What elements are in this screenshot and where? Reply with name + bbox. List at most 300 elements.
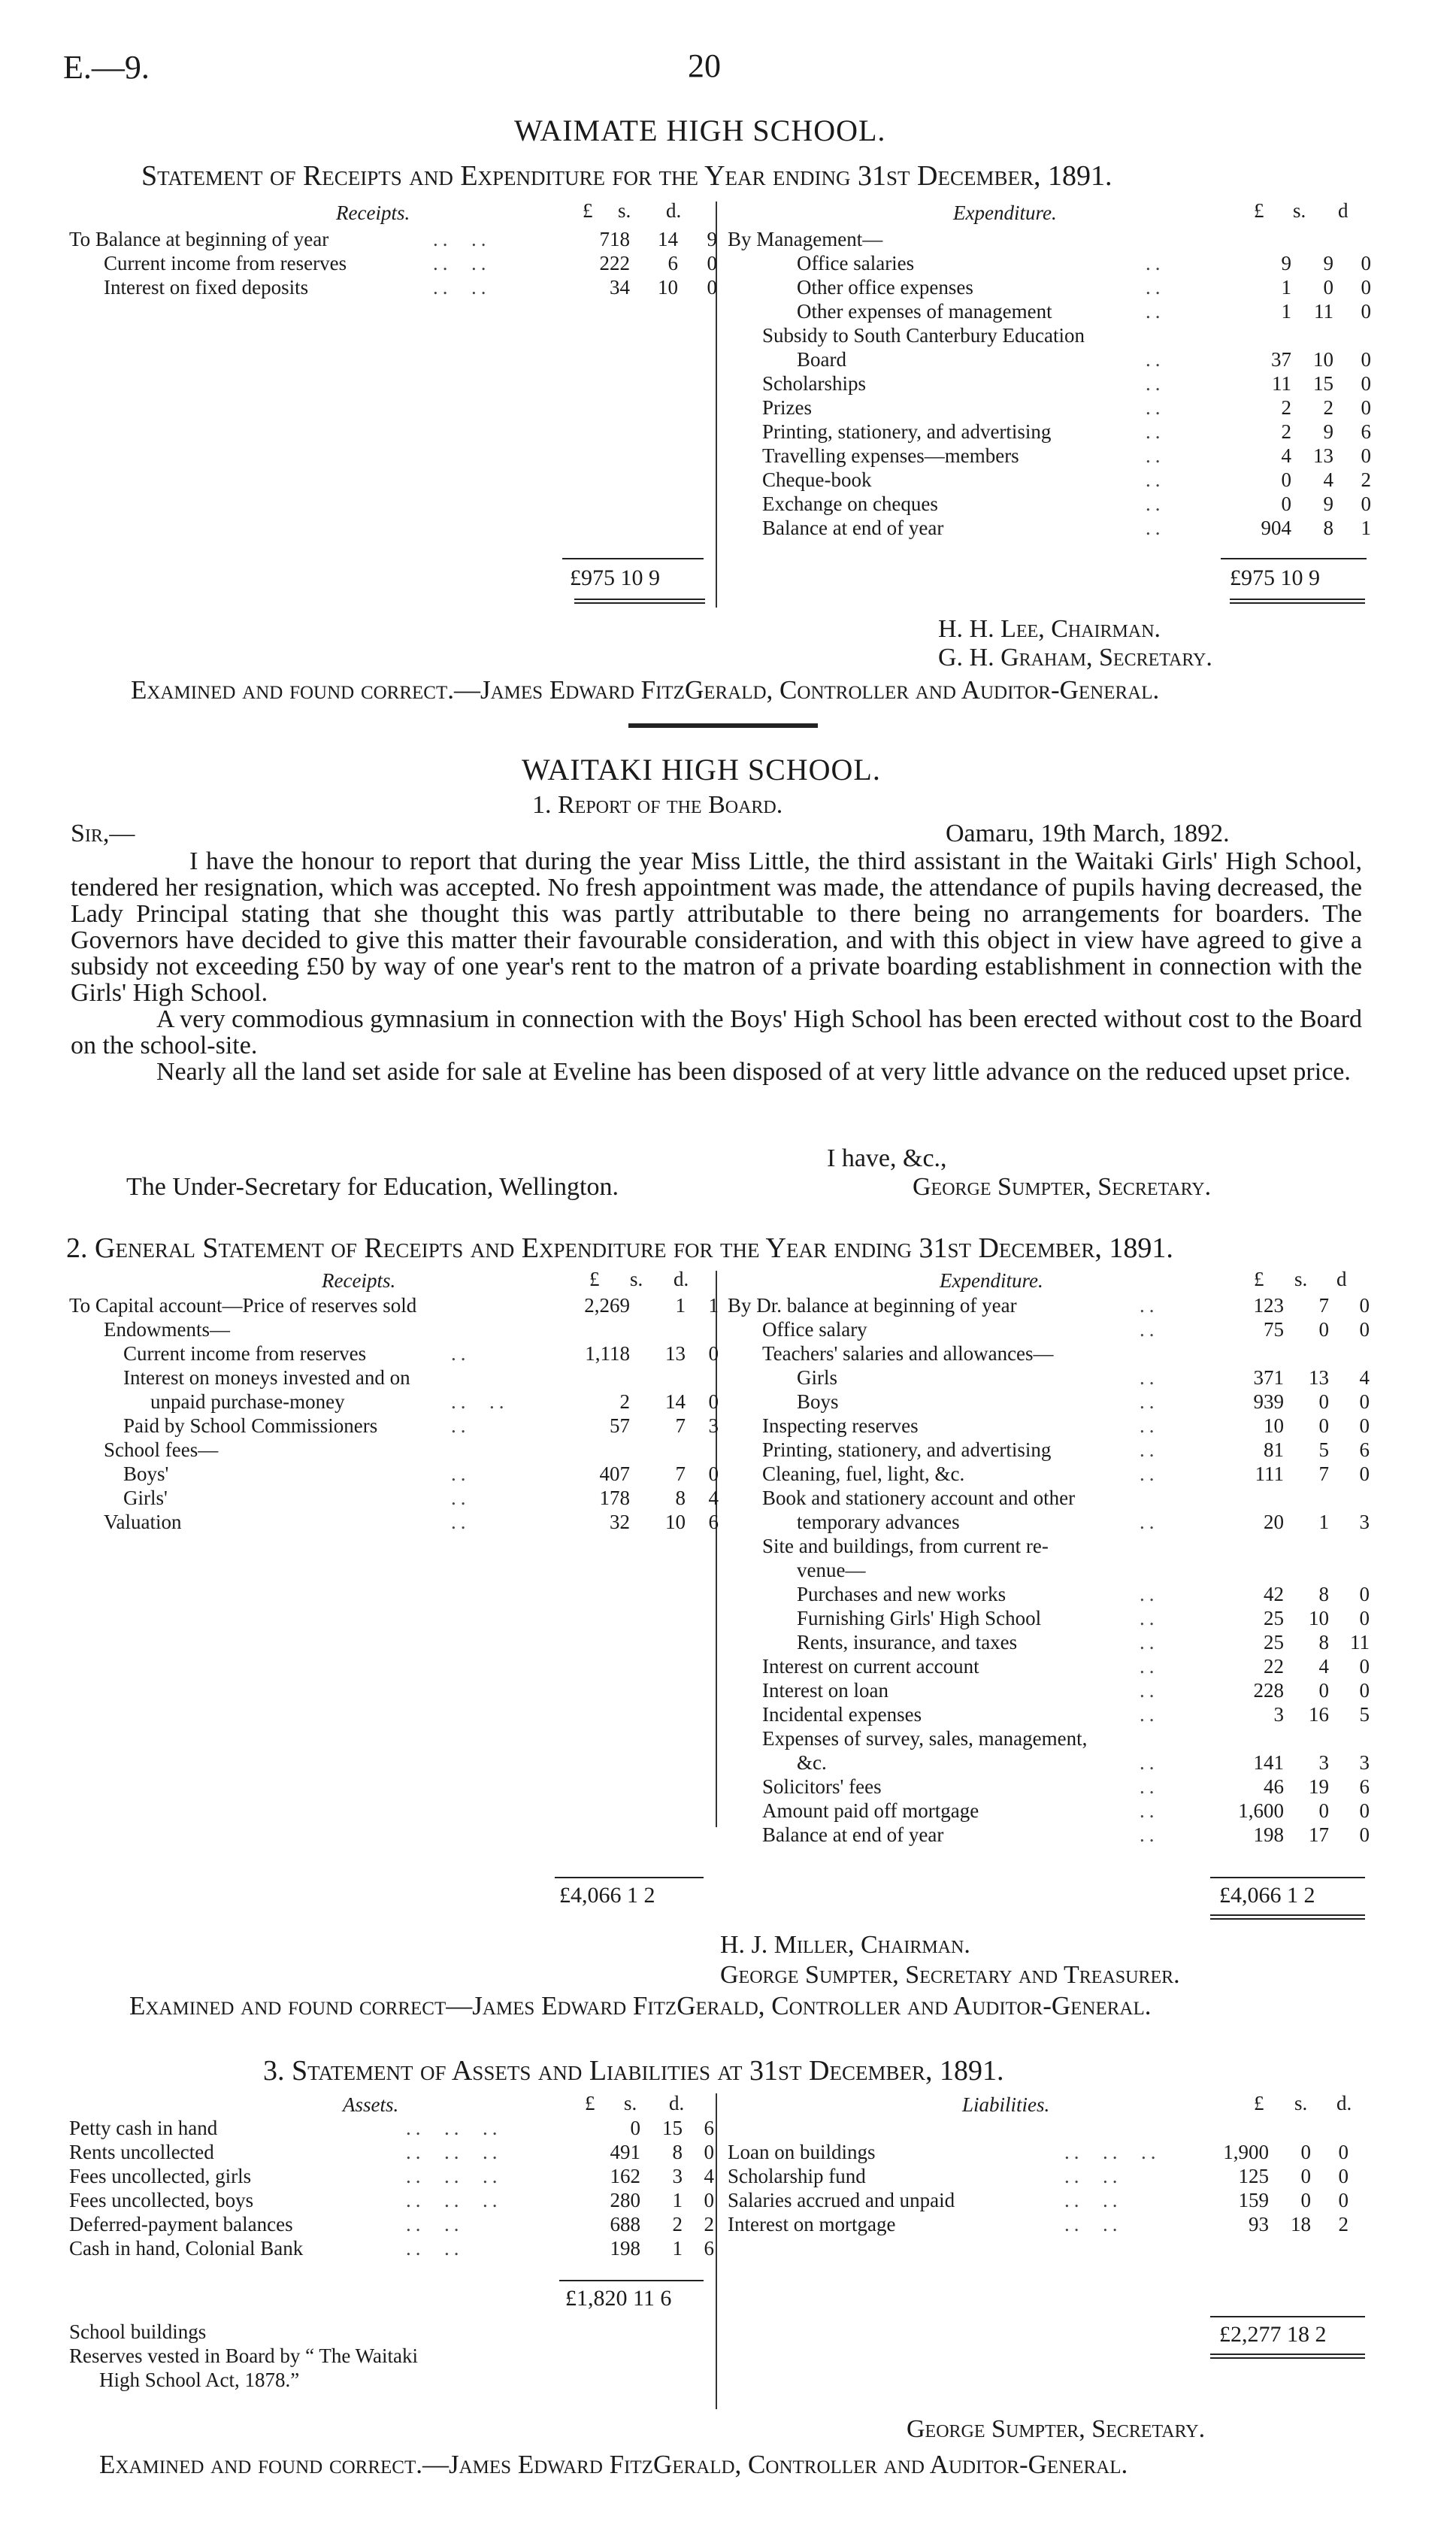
- pounds: 491: [610, 2141, 640, 2163]
- reserves-line-2: High School Act, 1878.”: [99, 2369, 300, 2391]
- table-row: [69, 2140, 714, 2164]
- pounds: 904: [1261, 517, 1291, 539]
- paragraph: A very commodious gymnasium in connection with the Boys' High School has been erected without cost to the Board on the school-site.: [71, 1005, 1362, 1059]
- row-label: temporary advances: [797, 1511, 960, 1533]
- waitaki-examined: Examined and found correct—James Edward FitzGerald, Controller and Auditor-General.: [129, 1991, 1152, 2020]
- gen-receipts-total: £4,066 1 2: [559, 1883, 655, 1908]
- table-row: [728, 2140, 1349, 2164]
- pence: 0: [704, 2189, 714, 2211]
- pence: 0: [707, 252, 717, 274]
- table-row: [69, 1414, 719, 1438]
- leader-dots: ..: [1140, 1679, 1159, 1702]
- pounds: 1,118: [585, 1342, 630, 1365]
- leader-dots: ..: [1140, 1294, 1159, 1317]
- pounds: 371: [1253, 1366, 1284, 1389]
- leader-dots: .. ..: [406, 2237, 464, 2260]
- shillings: 6: [667, 252, 678, 274]
- row-label: Travelling expenses—members: [762, 444, 1019, 467]
- leader-dots: ..: [1146, 372, 1165, 395]
- total-double-rule: [574, 602, 705, 604]
- row-label: By Management—: [728, 228, 883, 250]
- gen-receipts-shilling-heading: s.: [630, 1268, 643, 1290]
- table-row: [728, 396, 1371, 420]
- row-label: Balance at end of year: [762, 1823, 944, 1846]
- assets-pound-heading: £: [585, 2092, 595, 2114]
- row-label: Other office expenses: [797, 276, 973, 299]
- row-label: Petty cash in hand: [69, 2117, 218, 2139]
- shillings: 18: [1291, 2213, 1311, 2235]
- table-row: [69, 227, 717, 251]
- pounds: 125: [1238, 2165, 1269, 2187]
- shillings: 4: [1318, 1655, 1329, 1678]
- row-label: Boys': [123, 1462, 169, 1485]
- row-label: Board: [797, 348, 846, 371]
- pence: 2: [1361, 468, 1371, 491]
- row-label: Loan on buildings: [728, 2141, 876, 2163]
- pounds: 1,900: [1223, 2141, 1269, 2163]
- assets-signature: George Sumpter, Secretary.: [907, 2415, 1206, 2443]
- pence: 0: [1361, 300, 1371, 323]
- report-signature: George Sumpter, Secretary.: [913, 1173, 1212, 1201]
- row-label: By Dr. balance at beginning of year: [728, 1294, 1017, 1317]
- total-double-rule: [1230, 602, 1365, 604]
- shillings: 1: [672, 2189, 683, 2211]
- row-label: Incidental expenses: [762, 1703, 922, 1726]
- pence: 3: [1359, 1751, 1370, 1774]
- shillings: 16: [1309, 1703, 1329, 1726]
- total-double-rule: [1210, 1918, 1365, 1920]
- pence: 6: [704, 2117, 714, 2139]
- assets-total: £1,820 11 6: [565, 2286, 672, 2311]
- pence: 0: [1359, 1607, 1370, 1629]
- pounds: 2,269: [584, 1294, 630, 1317]
- row-label: Printing, stationery, and advertising: [762, 420, 1052, 443]
- shillings: 13: [1313, 444, 1333, 467]
- row-label: Girls: [797, 1366, 837, 1389]
- pounds: 222: [599, 252, 630, 274]
- paragraph: I have the honour to report that during the year Miss Little, the third assistant in the Waitaki Girls' High School, tendered her resignation, which was accepted. No fresh appointment was made, the attendance of pupils having decreased, the Lady Principal stating that she thought this was partly attributable to there being no arrangements for boarders. The Governors have decided to give this matter their favourable consideration, and with this object in view have agreed to give a subsidy not exceeding £50 by way of one year's rent to the matron of a private boarding establishment in connection with the Girls' High School.: [71, 847, 1362, 1007]
- shillings: 8: [675, 1487, 686, 1509]
- leader-dots: ..: [1140, 1583, 1159, 1605]
- leader-dots: ..: [451, 1462, 471, 1485]
- waimate-receipts-pound-heading: £: [583, 199, 593, 222]
- table-row: [728, 323, 1371, 347]
- shillings: 11: [1314, 300, 1333, 323]
- shillings: 13: [1309, 1366, 1329, 1389]
- row-label: venue—: [797, 1559, 866, 1581]
- pence: 0: [1361, 252, 1371, 274]
- paragraph: Nearly all the land set aside for sale at Eveline has been disposed of at very little advance on the reduced upset price.: [156, 1058, 1351, 1086]
- waimate-expenditure-total: £975 10 9: [1230, 565, 1320, 590]
- report-title: 1. Report of the Board.: [532, 791, 783, 819]
- table-row: [728, 371, 1371, 396]
- pounds: 0: [630, 2117, 640, 2139]
- shillings: 3: [672, 2165, 683, 2187]
- salutation: Sir,—: [71, 820, 135, 847]
- waimate-expenditure-shilling-heading: s.: [1293, 199, 1306, 222]
- leader-dots: ..: [1140, 1462, 1159, 1485]
- row-label: Balance at end of year: [762, 517, 944, 539]
- total-double-rule: [1210, 2354, 1365, 2355]
- leader-dots: ..: [1140, 1414, 1159, 1437]
- total-double-rule: [1210, 2357, 1365, 2359]
- shillings: 0: [1300, 2165, 1311, 2187]
- row-label: Expenses of survey, sales, management,: [762, 1727, 1088, 1750]
- pounds: 198: [1253, 1823, 1284, 1846]
- liabilities-total: £2,277 18 2: [1219, 2322, 1327, 2347]
- row-label: To Capital account—Price of reserves sold: [69, 1294, 417, 1317]
- waitaki-examined-2: Examined and found correct.—James Edward FitzGerald, Controller and Auditor-General.: [99, 2450, 1128, 2479]
- shillings: 13: [665, 1342, 686, 1365]
- table-row: [728, 1317, 1370, 1341]
- pence: 0: [1361, 372, 1371, 395]
- shillings: 0: [1300, 2189, 1311, 2211]
- pounds: 75: [1264, 1318, 1284, 1341]
- table-row: [728, 1510, 1370, 1534]
- leader-dots: ..: [1146, 517, 1165, 539]
- section-divider: [628, 723, 818, 728]
- gen-expenditure-shilling-heading: s.: [1294, 1268, 1308, 1290]
- reserves-line-1: Reserves vested in Board by “ The Waitaki: [69, 2344, 418, 2367]
- pounds: 11: [1272, 372, 1291, 395]
- pounds: 1,600: [1238, 1799, 1284, 1822]
- table-row: [728, 251, 1371, 275]
- shillings: 0: [1318, 1414, 1329, 1437]
- waimate-receipts-table: [69, 227, 717, 299]
- table-row: [728, 492, 1371, 516]
- pence: 6: [704, 2237, 714, 2260]
- row-label: Fees uncollected, boys: [69, 2189, 254, 2211]
- pence: 0: [1338, 2165, 1349, 2187]
- waimate-expenditure-pence-heading: d: [1338, 199, 1349, 222]
- total-rule: [1210, 1877, 1365, 1878]
- pence: 9: [707, 228, 717, 250]
- table-row: [728, 1365, 1370, 1390]
- shillings: 15: [662, 2117, 683, 2139]
- row-label: Girls': [123, 1487, 168, 1509]
- table-row: [728, 444, 1371, 468]
- pounds: 2: [619, 1390, 630, 1413]
- leader-dots: ..: [1140, 1775, 1159, 1798]
- table-row: [728, 1341, 1370, 1365]
- row-label: Inspecting reserves: [762, 1414, 919, 1437]
- waimate-expenditure-table: [728, 227, 1371, 540]
- shillings: 1: [675, 1294, 686, 1317]
- total-rule: [559, 2280, 704, 2281]
- leader-dots: .. ..: [433, 252, 491, 274]
- table-row: [69, 1390, 719, 1414]
- leader-dots: ..: [1140, 1390, 1159, 1413]
- pence: 0: [1338, 2189, 1349, 2211]
- table-row: [728, 1582, 1370, 1606]
- pounds: 407: [599, 1462, 630, 1485]
- shillings: 7: [675, 1414, 686, 1437]
- row-label: Interest on fixed deposits: [104, 276, 309, 299]
- liabilities-pound-heading: £: [1254, 2092, 1264, 2114]
- table-row: [728, 1486, 1370, 1510]
- pence: 0: [1361, 396, 1371, 419]
- assets-statement-title: 3. Statement of Assets and Liabilities at 31st December, 1891.: [263, 2055, 1004, 2087]
- shillings: 8: [1318, 1631, 1329, 1653]
- shillings: 1: [1318, 1511, 1329, 1533]
- leader-dots: .. .. ..: [406, 2117, 502, 2139]
- leader-dots: .. ..: [451, 1390, 509, 1413]
- liabilities-pence-heading: d.: [1336, 2092, 1352, 2114]
- pence: 0: [1359, 1294, 1370, 1317]
- row-label: Salaries accrued and unpaid: [728, 2189, 955, 2211]
- pounds: 2: [1281, 396, 1291, 419]
- table-row: [728, 468, 1371, 492]
- table-row: [728, 420, 1371, 444]
- waimate-expenditure-heading: Expenditure.: [953, 202, 1057, 224]
- leader-dots: ..: [1146, 420, 1165, 443]
- row-label: Office salary: [762, 1318, 867, 1341]
- pence: 0: [708, 1390, 719, 1413]
- pence: 0: [1359, 1414, 1370, 1437]
- shillings: 8: [1323, 517, 1333, 539]
- leader-dots: .. ..: [1064, 2213, 1122, 2235]
- table-row: [728, 1462, 1370, 1486]
- liabilities-table: [728, 2140, 1349, 2236]
- row-label: Prizes: [762, 396, 812, 419]
- leader-dots: ..: [451, 1511, 471, 1533]
- leader-dots: .. ..: [1064, 2189, 1122, 2211]
- table-row: [728, 347, 1371, 371]
- assets-heading: Assets.: [343, 2093, 399, 2116]
- table-row: [69, 1438, 719, 1462]
- gen-expenditure-pound-heading: £: [1254, 1268, 1264, 1290]
- row-label: Interest on mortgage: [728, 2213, 896, 2235]
- waimate-receipts-shilling-heading: s.: [618, 199, 631, 222]
- pence: 2: [704, 2213, 714, 2235]
- leader-dots: ..: [1140, 1823, 1159, 1846]
- pounds: 162: [610, 2165, 640, 2187]
- waimate-examined: Examined and found correct.—James Edward FitzGerald, Controller and Auditor-General.: [131, 675, 1160, 705]
- pounds: 1: [1281, 276, 1291, 299]
- row-label: Interest on current account: [762, 1655, 979, 1678]
- pence: 0: [1359, 1655, 1370, 1678]
- pence: 0: [1361, 348, 1371, 371]
- table-row: [728, 1726, 1370, 1750]
- table-row: [69, 2188, 714, 2212]
- pence: 0: [1361, 493, 1371, 515]
- table-row: [69, 1462, 719, 1486]
- page-reference: E.—9.: [63, 49, 150, 86]
- shillings: 2: [672, 2213, 683, 2235]
- shillings: 14: [658, 228, 678, 250]
- table-row: [728, 1630, 1370, 1654]
- row-label: Boys: [797, 1390, 839, 1413]
- pounds: 198: [610, 2237, 640, 2260]
- shillings: 14: [665, 1390, 686, 1413]
- waimate-receipts-heading: Receipts.: [336, 202, 410, 224]
- pence: 3: [708, 1414, 719, 1437]
- row-label: Current income from reserves: [104, 252, 347, 274]
- table-row: [728, 2164, 1349, 2188]
- table-row: [728, 275, 1371, 299]
- leader-dots: .. ..: [406, 2213, 464, 2235]
- leader-dots: ..: [1146, 348, 1165, 371]
- table-row: [728, 1678, 1370, 1702]
- table-row: [69, 1341, 719, 1365]
- table-row: [69, 2164, 714, 2188]
- shillings: 9: [1323, 493, 1333, 515]
- row-label: Interest on moneys invested and on: [123, 1366, 410, 1389]
- table-row: [728, 2212, 1349, 2236]
- shillings: 10: [1309, 1607, 1329, 1629]
- shillings: 7: [1318, 1294, 1329, 1317]
- row-label: Rents, insurance, and taxes: [797, 1631, 1018, 1653]
- table-row: [728, 1558, 1370, 1582]
- table-row: [728, 1293, 1370, 1317]
- table-row: [69, 275, 717, 299]
- leader-dots: ..: [1140, 1631, 1159, 1653]
- row-label: Site and buildings, from current re-: [762, 1535, 1049, 1557]
- pounds: 939: [1253, 1390, 1284, 1413]
- shillings: 19: [1309, 1775, 1329, 1798]
- row-label: &c.: [797, 1751, 827, 1774]
- pounds: 57: [610, 1414, 630, 1437]
- pounds: 0: [1281, 493, 1291, 515]
- leader-dots: ..: [451, 1342, 471, 1365]
- pence: 0: [1359, 1679, 1370, 1702]
- leader-dots: ..: [1140, 1703, 1159, 1726]
- row-label: Solicitors' fees: [762, 1775, 882, 1798]
- total-rule: [562, 558, 704, 559]
- pence: 1: [708, 1294, 719, 1317]
- pence: 11: [1350, 1631, 1370, 1653]
- leader-dots: ..: [1146, 468, 1165, 491]
- waimate-expenditure-pound-heading: £: [1254, 199, 1264, 222]
- row-label: Other expenses of management: [797, 300, 1052, 323]
- pence: 0: [708, 1342, 719, 1365]
- pence: 4: [704, 2165, 714, 2187]
- shillings: 15: [1313, 372, 1333, 395]
- table-row: [728, 1775, 1370, 1799]
- row-label: Amount paid off mortgage: [762, 1799, 979, 1822]
- pounds: 111: [1255, 1462, 1284, 1485]
- general-statement-title: 2. General Statement of Receipts and Expenditure for the Year ending 31st December, 1891.: [66, 1232, 1173, 1264]
- pounds: 9: [1281, 252, 1291, 274]
- pounds: 280: [610, 2189, 640, 2211]
- pounds: 32: [610, 1511, 630, 1533]
- table-row: [728, 1534, 1370, 1558]
- table-row: [728, 1606, 1370, 1630]
- table-row: [728, 1438, 1370, 1462]
- table-row: [69, 2212, 714, 2236]
- shillings: 7: [675, 1462, 686, 1485]
- gen-receipts-table: [69, 1293, 719, 1534]
- leader-dots: ..: [1140, 1655, 1159, 1678]
- pounds: 22: [1264, 1655, 1284, 1678]
- report-body: [71, 848, 1362, 1085]
- table-row: [728, 1414, 1370, 1438]
- gen-expenditure-heading: Expenditure.: [940, 1269, 1043, 1292]
- row-label: Purchases and new works: [797, 1583, 1006, 1605]
- pence: 0: [1359, 1390, 1370, 1413]
- row-label: Scholarships: [762, 372, 866, 395]
- assets-table: [69, 2116, 714, 2260]
- shillings: 10: [665, 1511, 686, 1533]
- row-label: Paid by School Commissioners: [123, 1414, 378, 1437]
- gen-receipts-pound-heading: £: [589, 1268, 600, 1290]
- closing: I have, &c.,: [827, 1144, 947, 1172]
- table-row: [69, 1510, 719, 1534]
- leader-dots: ..: [451, 1414, 471, 1437]
- row-label: Cash in hand, Colonial Bank: [69, 2237, 304, 2260]
- addressee: The Under-Secretary for Education, Wellington.: [126, 1173, 619, 1201]
- pounds: 718: [599, 228, 630, 250]
- pounds: 178: [599, 1487, 630, 1509]
- row-label: Current income from reserves: [123, 1342, 367, 1365]
- waitaki-chairman: H. J. Miller, Chairman.: [720, 1931, 970, 1959]
- shillings: 5: [1318, 1438, 1329, 1461]
- pounds: 42: [1264, 1583, 1284, 1605]
- shillings: 0: [1318, 1318, 1329, 1341]
- pence: 0: [704, 2141, 714, 2163]
- row-label: Subsidy to South Canterbury Education: [762, 324, 1085, 347]
- liabilities-heading: Liabilities.: [962, 2093, 1050, 2116]
- pounds: 46: [1264, 1775, 1284, 1798]
- waimate-chairman: H. H. Lee, Chairman.: [938, 615, 1161, 643]
- pounds: 3: [1273, 1703, 1284, 1726]
- row-label: Teachers' salaries and allowances—: [762, 1342, 1054, 1365]
- table-row: [69, 1317, 719, 1341]
- shillings: 10: [1313, 348, 1333, 371]
- place-date: Oamaru, 19th March, 1892.: [946, 820, 1230, 847]
- row-label: Printing, stationery, and advertising: [762, 1438, 1052, 1461]
- row-label: School fees—: [104, 1438, 219, 1461]
- pounds: 688: [610, 2213, 640, 2235]
- pounds: 37: [1271, 348, 1291, 371]
- pounds: 228: [1253, 1679, 1284, 1702]
- pence: 0: [1359, 1799, 1370, 1822]
- total-rule: [1210, 2316, 1365, 2317]
- pounds: 1: [1281, 300, 1291, 323]
- leader-dots: ..: [1146, 493, 1165, 515]
- waimate-receipts-pence-heading: d.: [666, 199, 682, 222]
- row-label: Rents uncollected: [69, 2141, 214, 2163]
- pounds: 123: [1253, 1294, 1284, 1317]
- shillings: 8: [1318, 1583, 1329, 1605]
- leader-dots: ..: [1140, 1607, 1159, 1629]
- table-row: [728, 1390, 1370, 1414]
- shillings: 3: [1318, 1751, 1329, 1774]
- leader-dots: ..: [1140, 1366, 1159, 1389]
- leader-dots: ..: [1146, 300, 1165, 323]
- pounds: 25: [1264, 1607, 1284, 1629]
- waimate-title: WAIMATE HIGH SCHOOL.: [514, 114, 886, 147]
- row-label: To Balance at beginning of year: [69, 228, 329, 250]
- total-double-rule: [574, 599, 705, 600]
- pence: 3: [1359, 1511, 1370, 1533]
- pence: 0: [1361, 444, 1371, 467]
- shillings: 1: [672, 2237, 683, 2260]
- row-label: unpaid purchase-money: [150, 1390, 345, 1413]
- leader-dots: ..: [1146, 444, 1165, 467]
- pence: 0: [1338, 2141, 1349, 2163]
- shillings: 9: [1323, 420, 1333, 443]
- waimate-receipts-total: £975 10 9: [570, 565, 660, 590]
- pounds: 10: [1264, 1414, 1284, 1437]
- row-label: Endowments—: [104, 1318, 230, 1341]
- pence: 5: [1359, 1703, 1370, 1726]
- pounds: 25: [1264, 1631, 1284, 1653]
- pence: 4: [1359, 1366, 1370, 1389]
- leader-dots: ..: [1146, 276, 1165, 299]
- table-row: [69, 1365, 719, 1390]
- pence: 0: [1359, 1318, 1370, 1341]
